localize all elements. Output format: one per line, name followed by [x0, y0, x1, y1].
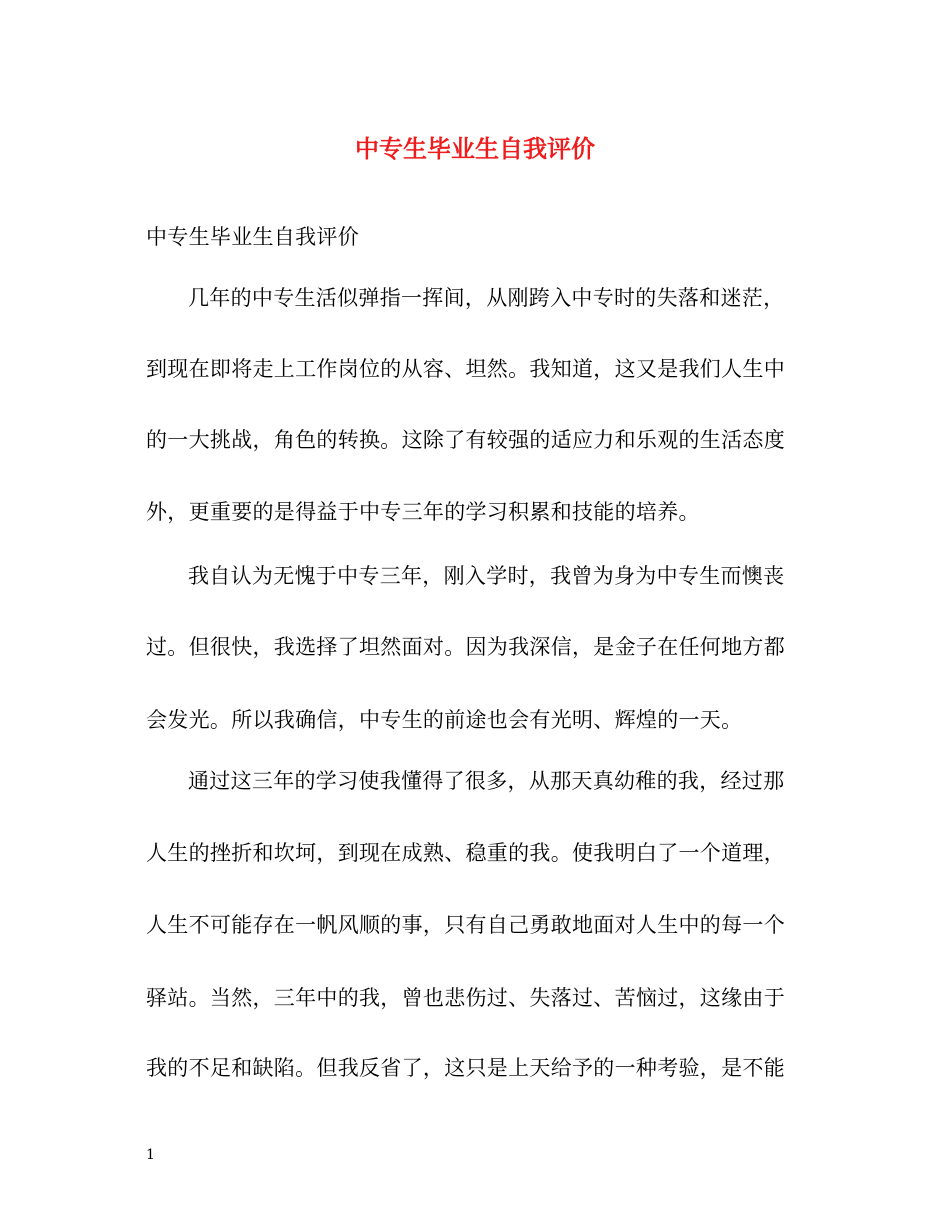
- paragraph-3-line-4: 驿站。当然，三年中的我，曾也悲伤过、失落过、苦恼过，这缘由于: [146, 986, 785, 1010]
- paragraph-3-line-3: 人生不可能存在一帆风顺的事，只有自己勇敢地面对人生中的每一个: [146, 913, 785, 937]
- paragraph-2-line-1: 我自认为无愧于中专三年，刚入学时，我曾为身为中专生而懊丧: [188, 564, 785, 588]
- document-title: 中专生毕业生自我评价: [355, 134, 595, 163]
- page-number: 1: [146, 1147, 155, 1163]
- paragraph-2-line-2: 过。但很快，我选择了坦然面对。因为我深信，是金子在任何地方都: [146, 635, 785, 659]
- document-subtitle: 中专生毕业生自我评价: [146, 225, 359, 249]
- paragraph-3-line-2: 人生的挫折和坎坷，到现在成熟、稳重的我。使我明白了一个道理，: [146, 841, 785, 865]
- paragraph-3-line-5: 我的不足和缺陷。但我反省了，这只是上天给予的一种考验，是不能: [146, 1056, 785, 1080]
- paragraph-1-line-3: 的一大挑战，角色的转换。这除了有较强的适应力和乐观的生活态度: [146, 428, 785, 452]
- paragraph-2-line-3: 会发光。所以我确信，中专生的前途也会有光明、辉煌的一天。: [146, 708, 743, 732]
- paragraph-3-line-1: 通过这三年的学习使我懂得了很多，从那天真幼稚的我，经过那: [188, 769, 785, 793]
- paragraph-1-line-2: 到现在即将走上工作岗位的从容、坦然。我知道，这又是我们人生中: [146, 357, 785, 381]
- paragraph-1-line-4: 外，更重要的是得益于中专三年的学习积累和技能的培养。: [146, 500, 700, 524]
- paragraph-1-line-1: 几年的中专生活似弹指一挥间，从刚跨入中专时的失落和迷茫，: [188, 286, 785, 310]
